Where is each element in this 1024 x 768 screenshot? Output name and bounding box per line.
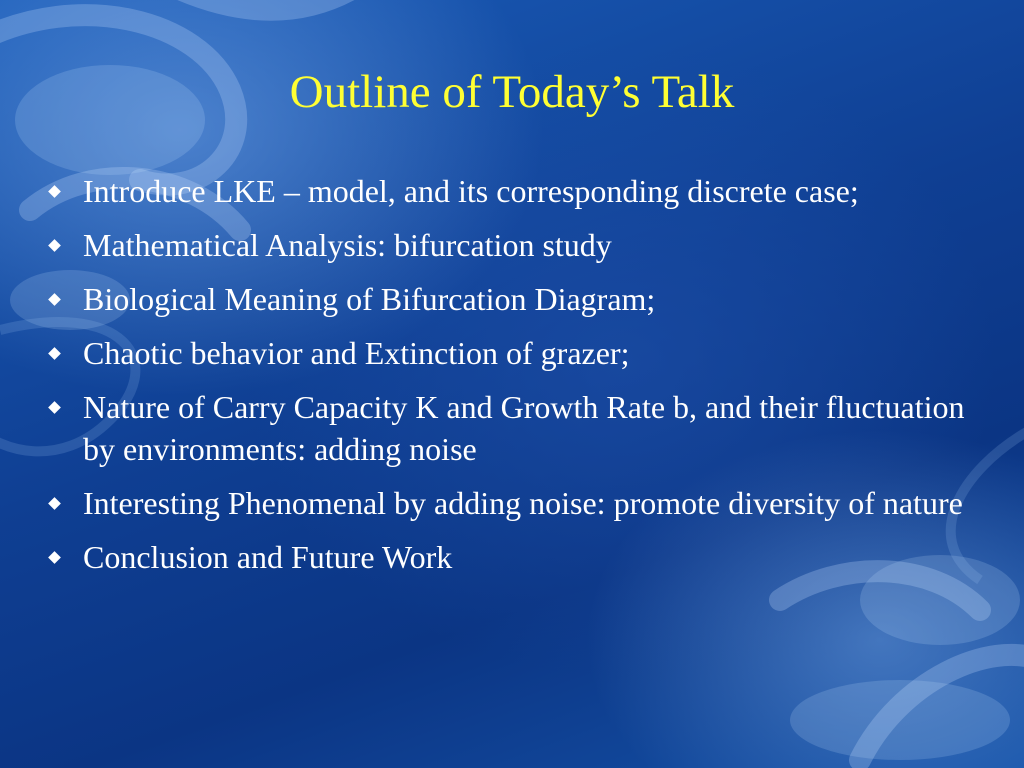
bullet-text: Biological Meaning of Bifurcation Diagram; [83, 281, 656, 317]
diamond-bullet-icon [48, 551, 61, 564]
bullet-text: Introduce LKE – model, and its corresponding discrete case; [83, 173, 859, 209]
bullet-item [44, 224, 974, 266]
diamond-bullet-icon [48, 185, 61, 198]
bullet-item [44, 386, 974, 470]
bullet-item [44, 332, 974, 374]
diamond-bullet-icon [48, 497, 61, 510]
diamond-bullet-icon [48, 293, 61, 306]
bullet-list [44, 170, 974, 590]
diamond-bullet-icon [48, 347, 61, 360]
slide-title: Outline of Today’s Talk [289, 66, 735, 118]
bullet-item [44, 536, 974, 578]
bullet-text: Mathematical Analysis: bifurcation study [83, 227, 612, 263]
bullet-text: Nature of Carry Capacity K and Growth Rate b, and their fluctuation by environments: adding noise [83, 389, 965, 467]
bullet-text: Chaotic behavior and Extinction of grazer; [83, 335, 630, 371]
bullet-text: Interesting Phenomenal by adding noise: promote diversity of nature [83, 485, 963, 521]
diamond-bullet-icon [48, 401, 61, 414]
bullet-item [44, 278, 974, 320]
bullet-item [44, 482, 974, 524]
bullet-text: Conclusion and Future Work [83, 539, 453, 575]
diamond-bullet-icon [48, 239, 61, 252]
bullet-item [44, 170, 974, 212]
